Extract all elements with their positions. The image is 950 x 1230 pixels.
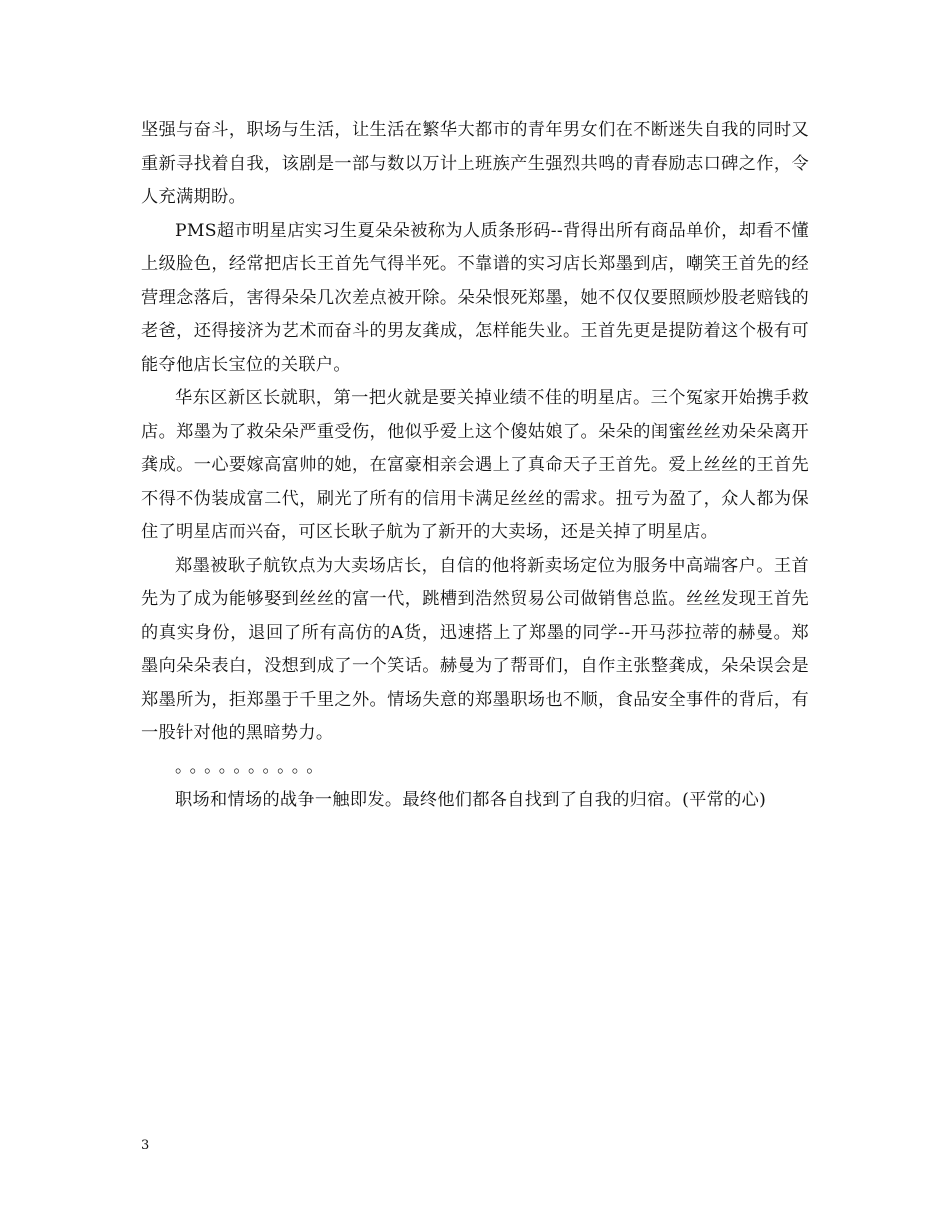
paragraph-plot-east-china: 华东区新区长就职，第一把火就是要关掉业绩不佳的明星店。三个冤家开始携手救店。郑墨为了救朵朵严重受伤，他似乎爱上这个傻姑娘了。朵朵的闺蜜丝丝劝朵朵离开龚成。一心要嫁高富帅的她，在富豪相亲会遇上了真命天子王首先。爱上丝丝的王首先不得不伪装成富二代，刷光了所有的信用卡满足丝丝的需求。扭亏为盈了，众人都为保住了明星店而兴奋，可区长耿子航为了新开的大卖场，还是关掉了明星店。 xyxy=(141,388,809,542)
paragraph-plot-supermarket: PMS超市明星店实习生夏朵朵被称为人质条形码--背得出所有商品单价，却看不懂上级脸色，经常把店长王首先气得半死。不靠谱的实习店长郑墨到店，嘲笑王首先的经营理念落后，害得朵朵几次差点被开除。朵朵恨死郑墨，她不仅仅要照顾炒股老赔钱的老爸，还得接济为艺术而奋斗的男友龚成，怎样能失业。王首先更是提防着这个极有可能夺他店长宝位的关联户。 xyxy=(141,220,809,375)
paragraph-intro-continued: 坚强与奋斗，职场与生活，让生活在繁华大都市的青年男女们在不断迷失自我的同时又重新寻找着自我，该剧是一部与数以万计上班族产生强烈共鸣的青春励志口碑之作，令人充满期盼。 xyxy=(141,120,809,207)
paragraph-plot-hypermarket: 郑墨被耿子航钦点为大卖场店长，自信的他将新卖场定位为服务中高端客户。王首先为了成为能够娶到丝丝的富一代，跳槽到浩然贸易公司做销售总监。丝丝发现王首先的真实身份，退回了所有高仿的A货，迅速搭上了郑墨的同学--开马莎拉蒂的赫曼。郑墨向朵朵表白，没想到成了一个笑话。赫曼为了帮哥们，自作主张整龚成，朵朵误会是郑墨所为，拒郑墨于千里之外。情场失意的郑墨职场也不顺，食品安全事件的背后，有一股针对他的黑暗势力。 xyxy=(141,555,809,743)
paragraph-conclusion: 职场和情场的战争一触即发。最终他们都各自找到了自我的归宿。(平常的心) xyxy=(175,790,767,810)
page-number: 3 xyxy=(141,1138,150,1153)
document-body xyxy=(141,114,809,818)
ellipsis-line: 。。。。。。。。。。 xyxy=(175,756,330,777)
